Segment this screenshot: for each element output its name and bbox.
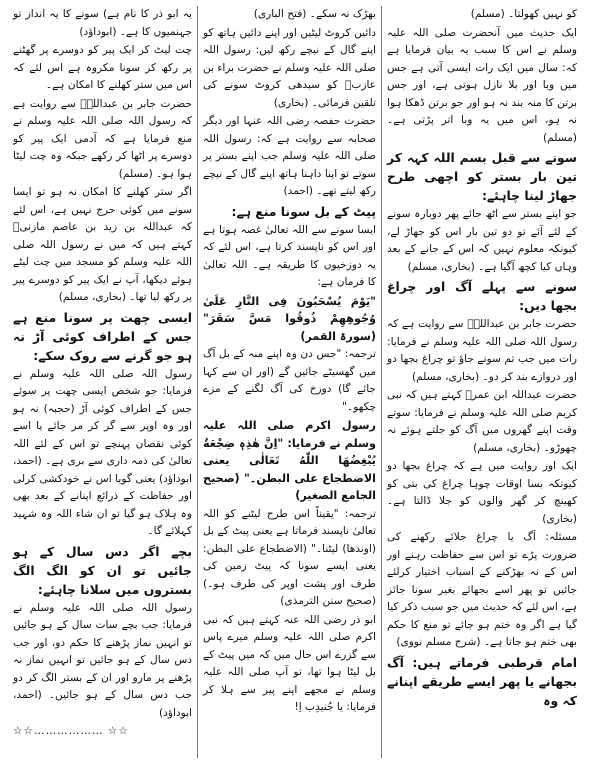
paragraph: اگر ستر کھلنے کا امکان نہ ہو تو ایسا سونے میں کوئی حرج نہیں ہے، اس لئے کہ عبداللہ بن زید بن عاصم مازنیؓ کہتے ہیں کہ میں نے رسول اللہ صلی اللہ علیہ وسلم کو مسجد میں چت لیٹے ہوئے دیکھا، آپ نے ایک پیر کو دوسرے پیر پر رکھ لیا تھا۔ (بخاری، مسلم) <box>13 186 192 303</box>
paragraph: ترجمہ: "یقیناً اس طرح لیٹنے کو اللہ تعالیٰ ناپسند فرماتا ہے یعنی پیٹ کے بل (اوندھا) لیٹنا۔" (الاضطجاع علی البطن: یعنی ایسے سونا کہ پیٹ زمین کی طرف اور پشت اوپر کی طرف ہو۔) (صحیح سنن الترمذی) <box>203 507 376 607</box>
paragraph: حضرت عبداللہ ابن عمرؓ کہتے ہیں کہ نبی کریم صلی اللہ علیہ وسلم نے فرمایا: سوتے وقت اپنے گھروں میں آگ کو جلتے ہوئے نہ چھوڑو۔ (بخاری، مسلم) <box>387 389 577 454</box>
paragraph: رسول اللہ صلی اللہ علیہ وسلم نے فرمایا: جب بچے سات سال کے ہو جائیں تو انہیں نماز پڑھنے کا حکم دو، اور جب دس سال کے ہو جائیں تو انہیں نماز نہ پڑھنے پر مارو اور ان کے بستر الگ کر دو جب دس سال کے ہو جائیں۔ (احمد، ابوداؤد) <box>13 601 192 719</box>
paragraph: ابو ذر رضی اللہ عنہ کہتے ہیں کہ نبی اکرم صلی اللہ علیہ وسلم میرے پاس سے گزرے اس حال میں کہ میں پیٹ کے بل لیٹا ہوا تھا، تو آپ صلی اللہ علیہ وسلم نے مجھے اپنے پیر سے ہلا کر فرمایا: یا جُنیدِب اِ! <box>203 613 376 713</box>
paragraph: مسئلہ: آگ یا چراغ جلائے رکھنے کی ضرورت پڑے تو اس سے حفاظت رہنے اور اس کے نہ بھڑکنے کے اسباب اختیار کرلئے جائیں تو پھر اسے بجھائے بغیر سونا جائز ہے، اس لئے کہ حدیث میں جو سبب ذکر کیا گیا ہے اگر وہ ختم ہو جائے تو منع کا حکم بھی ختم ہو جاتا ہے۔ (شرح مسلم نووی) <box>387 531 577 648</box>
paragraph: چت لیٹ کر ایک پیر کو دوسرے پر گھٹنے پر رکھ کر سونا مکروہ ہے اس لئے کہ اس میں ستر کھلنے کا امکان ہے۔ <box>13 44 192 91</box>
paragraph: کو نہیں کھولتا۔ (مسلم) <box>470 8 577 20</box>
paragraph: ایک اور روایت میں ہے کہ چراغ بجھا دو کیونکہ بسا اوقات چوہا چراغ کی بتی کو کھینچ کر گھر والوں کو جلا ڈالتا ہے۔ (بخاری) <box>387 460 577 525</box>
section-heading: ایسی چھت پر سونا منع ہے جس کے اطراف کوئی آڑ نہ ہو جو گرنے سے روک سکے: <box>13 309 192 363</box>
paragraph: حضرت جابر بن عبداللہؓ سے روایت ہے کہ رسول اللہ صلی اللہ علیہ وسلم نے منع فرمایا ہے کہ آدمی ایک پیر کو دوسرے پر اٹھا کر رکھے جبکہ وہ چت لیٹا ہوا ہو۔ (مسلم) <box>13 97 192 180</box>
column-right <box>382 6 582 758</box>
arabic-quote: رسول اکرم صلی اللہ علیہ وسلم نے فرمایا: "اِنَّ هٰذِهٖ ضِجْعَةٌ یُبْغِضُهَا اللّٰهُ تَعَالٰی یعنی الاضطجاع علی البطن۔" (صحیح الجامع الصغیر) <box>203 419 376 502</box>
paragraph: جو اپنے بستر سے اٹھ جائے پھر دوبارہ سونے کے لئے آئے تو دو تین بار اس کو جھاڑ لے، کیونکہ معلوم نہیں کہ اس کے جانے کے بعد وہاں کیا کچھ آگیا ہے۔ (بخاری، مسلم) <box>387 208 577 273</box>
column-left <box>8 6 197 758</box>
section-heading: امام قرطبی فرماتے ہیں: آگ بجھانے یا پھر ایسے طریقے اپنانے کہ وہ <box>387 654 577 708</box>
arabic-quote: "یَوْمَ یُسْحَبُونَ فِی النَّارِ عَلَیٰ وُجُوهِهِمْ ذُوقُوا مَسَّ سَقَرَ" (سورۃ القمر) <box>203 294 376 343</box>
paragraph: ایسا سونے سے اللہ تعالیٰ غصہ ہوتا ہے اور اس کو ناپسند کرتا ہے، اس لئے کہ یہ دوزخیوں کا طریقہ ہے۔ اللہ تعالیٰ کا فرمان ہے: <box>203 223 376 288</box>
paragraph: حضرت جابر بن عبداللہؓ سے روایت ہے کہ رسول اللہ صلی اللہ علیہ وسلم نے فرمایا: رات میں جب تم سونے جاؤ تو چراغ بجھا دو اور دروازے بند کر دو۔ (بخاری، مسلم) <box>387 318 577 383</box>
paragraph: ترجمہ: "جس دن وہ اپنے منہ کے بل آگ میں گھسیٹے جائیں گے (اور ان سے کہا جائے گا) دوزخ کی آگ لگنے کے مزے چکھو۔" <box>203 348 376 413</box>
paragraph: دائیں کروٹ لیٹیں اور اپنے دائیں ہاتھ کو اپنے گال کے نیچے رکھ لیں: رسول اللہ صلی اللہ علیہ وسلم نے حضرت براء بن عازبؓ کو سیدھی کروٹ سونے کی تلقین فرمائی۔ (بخاری) <box>202 26 376 109</box>
section-heading: پیٹ کے بل سونا منع ہے: <box>231 203 376 219</box>
section-heading: بچے اگر دس سال کے ہو جائیں تو ان کو الگ الگ بستروں میں سلانا چاہئے: <box>13 543 192 597</box>
paragraph: حضرت حفصہ رضی اللہ عنہا اور دیگر صحابہ سے روایت ہے کہ: رسول اللہ صلی اللہ علیہ وسلم جب اپنے بستر پر سوتے تو اپنا داہنا ہاتھ اپنے گال کے نیچے رکھ لیتے تھے۔ (احمد) <box>203 115 376 197</box>
paragraph: رسول اللہ صلی اللہ علیہ وسلم نے فرمایا: جو شخص ایسی چھت پر سوئے جس کے اطراف کوئی آڑ (حجبہ) نہ ہو اور وہ اوپر سے گر کر مر جائے یا اسے کوئی نقصان پہنچے تو اس کے لئے اللہ تعالیٰ کی ذمہ داری سے بری ہے۔ (احمد، ابوداؤد) یعنی گویا اس نے خودکشی کرلی اور حفاظت کے ذرائع اپنانے کے بعد بھی وہ ہلاک ہو گیا تو ان شاء اللہ وہ شہید کہلائے گا۔ <box>13 367 192 537</box>
end-ornament: ☆☆ ………………☆☆ <box>13 725 129 737</box>
section-heading: سونے سے پہلے آگ اور چراغ بجھا دیں: <box>387 279 577 313</box>
three-column-layout <box>8 6 582 758</box>
paragraph: یہ ابو ذر کا نام ہے) سونے کا یہ انداز تو جہنمیوں کا ہے۔ (ابوداؤد) <box>13 8 192 38</box>
paragraph: ایک حدیث میں آنحضرت صلی اللہ علیہ وسلم نے اس کا سبب یہ بیان فرمایا ہے کہ: سال میں ایک رات ایسی آتی ہے جس میں وبا اور بلا نازل ہوتی ہے، اور جس برتن کا منہ بند نہ ہو اور جو برتن ڈھکا ہوا نہ ہو، اس میں یہ وبا اتر پڑتی ہے۔ (مسلم) <box>387 26 577 144</box>
paragraph: بھڑک نہ سکے۔ (فتح الباری) <box>253 8 376 20</box>
section-heading: سونے سے قبل بسم اللہ کہہ کر تین بار بستر کو اچھی طرح جھاڑ لینا چاہئے: <box>387 150 577 203</box>
column-middle <box>197 6 382 758</box>
